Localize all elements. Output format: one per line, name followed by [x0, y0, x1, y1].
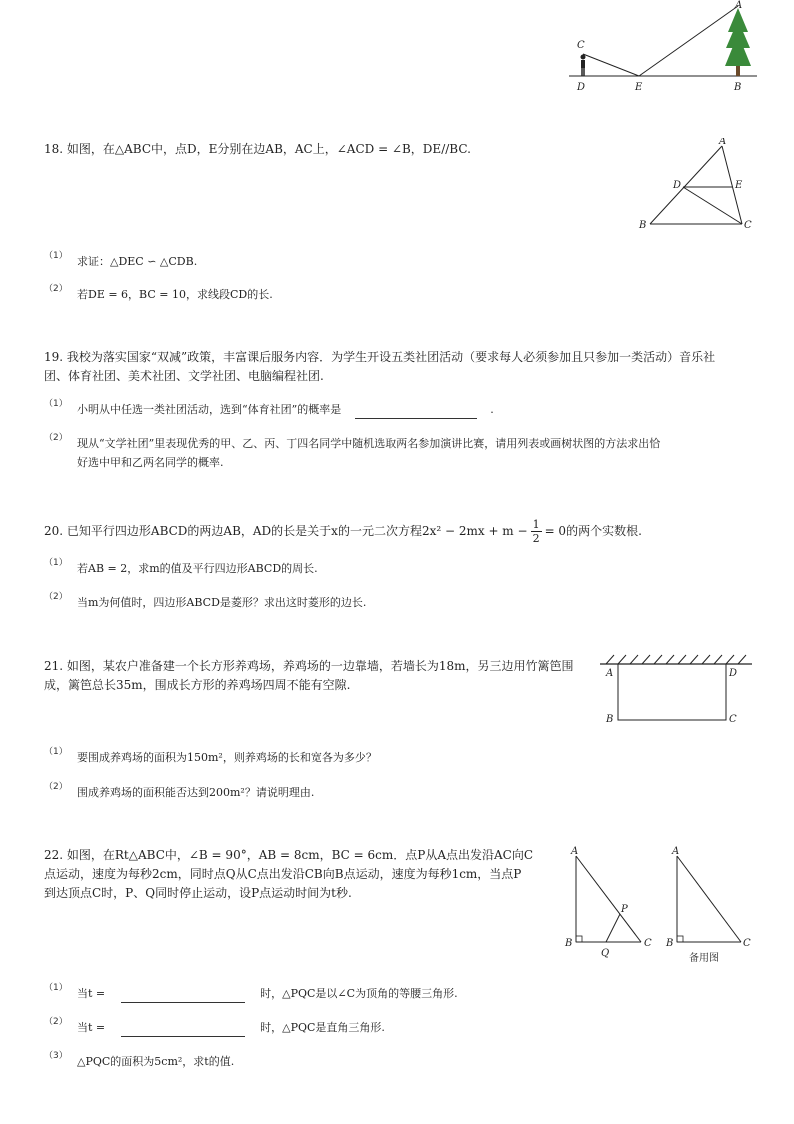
answer-blank[interactable]: [355, 418, 477, 419]
label-A: A: [571, 846, 579, 857]
label-C: C: [577, 40, 585, 51]
caption-backup: 备用图: [689, 953, 719, 964]
label-B: B: [565, 938, 573, 949]
label-B: B: [606, 714, 614, 725]
q18-figure: [636, 138, 756, 234]
q22-figure: [562, 842, 662, 964]
label-B: B: [666, 938, 674, 949]
fraction: $\frac{1}{2}$: [532, 518, 540, 545]
q19-stem: 19. 我校为落实国家“双减”政策，丰富课后服务内容．为学生开设五类社团活动（要求每人必须参加且只参加一类活动）音乐社 团、体育社团、美术社团、文学社团、电脑编程社团.: [44, 350, 716, 383]
label-E: E: [735, 180, 743, 191]
label-A: A: [672, 846, 680, 857]
label-A: A: [606, 668, 614, 679]
q18-stem: 18. 如图，在△ABC中，点D，E分别在边AB，AC上，∠ACD = ∠B，DE//BC.: [44, 142, 471, 156]
label-D: D: [673, 180, 682, 191]
label-C: C: [744, 220, 752, 231]
label-B: B: [734, 82, 742, 93]
q17-figure: [565, 0, 765, 100]
label-A: A: [719, 138, 727, 147]
label-D: D: [577, 82, 586, 93]
answer-blank[interactable]: [121, 1002, 245, 1003]
q21-stem: 21. 如图，某农户准备建一个长方形养鸡场，养鸡场的一边靠墙，若墙长为18m，另三边用竹篱笆围 成，篱笆总长35m，围成长方形的养鸡场四周不能有空隙.: [44, 659, 574, 692]
label-E: E: [635, 82, 643, 93]
q22-backup-figure: [664, 842, 760, 966]
answer-blank[interactable]: [121, 1036, 245, 1037]
label-C: C: [729, 714, 737, 725]
q20-stem: 20. 已知平行四边形ABCD的两边AB，AD的长是关于x的一元二次方程2x² − 2mx + m − $\frac{1}{2}$ = 0的两个实数根.: [44, 518, 642, 545]
label-C: C: [743, 938, 751, 949]
label-D: D: [729, 668, 738, 679]
q21-figure: [598, 652, 754, 730]
label-B: B: [639, 220, 647, 231]
q22-stem: 22. 如图，在Rt△ABC中，∠B = 90°，AB = 8cm，BC = 6cm．点P从A点出发沿AC向C 点运动，速度为每秒2cm，同时点Q从C点出发沿CB向B点运动，速度为每秒1cm，当点P 到达顶点C时，P、Q同时停止运动，设P点运动时间为t秒.: [44, 848, 534, 900]
label-P: P: [621, 904, 628, 915]
label-C: C: [644, 938, 652, 949]
label-A: A: [735, 0, 743, 11]
label-Q: Q: [601, 948, 610, 959]
